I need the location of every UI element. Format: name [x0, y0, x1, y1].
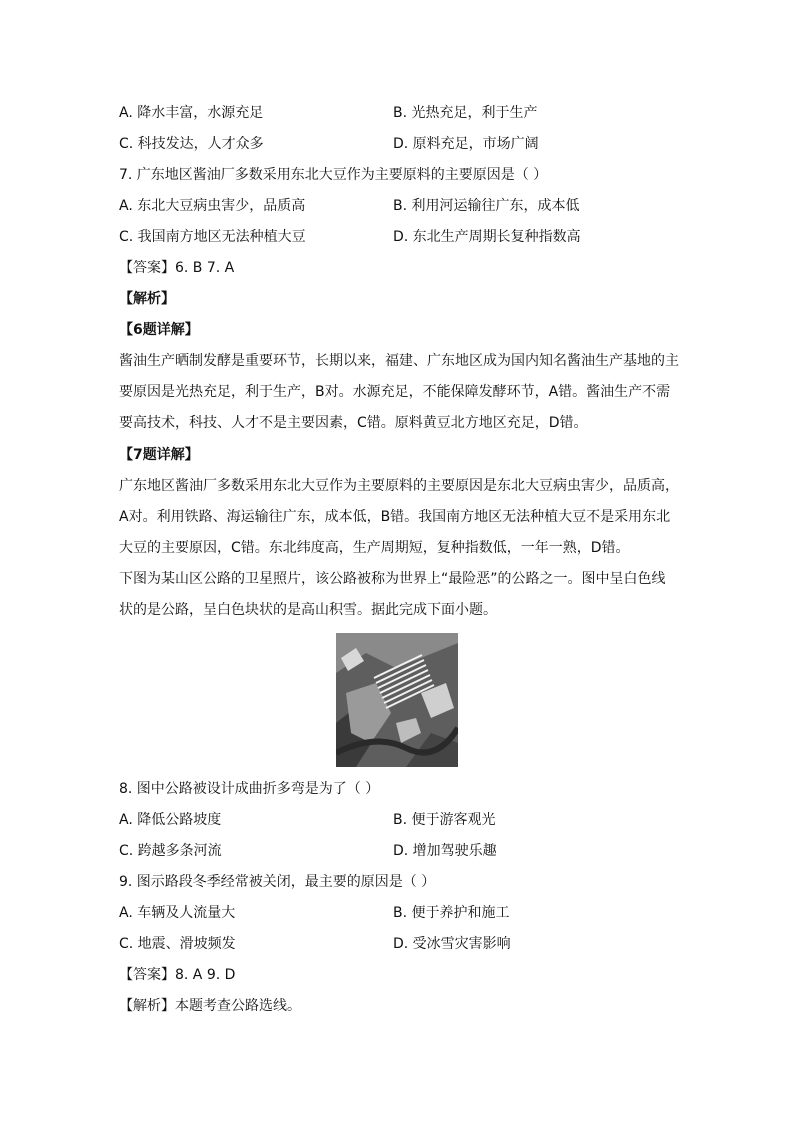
q8-option-d: D. 增加驾驶乐趣 — [393, 843, 497, 859]
q6-option-b: B. 光热充足，利于生产 — [393, 105, 538, 121]
q6-option-c: C. 科技发达，人才众多 — [119, 136, 264, 152]
q7-option-b: B. 利用河运输往广东，成本低 — [393, 198, 580, 214]
q9-stem: 9. 图示路段冬季经常被关闭，最主要的原因是（ ） — [119, 874, 436, 890]
q7-option-c: C. 我国南方地区无法种植大豆 — [119, 229, 306, 245]
q7-stem: 7. 广东地区酱油厂多数采用东北大豆作为主要原料的主要原因是（ ） — [119, 167, 548, 183]
q6-option-a: A. 降水丰富，水源充足 — [119, 105, 264, 121]
q8-option-a: A. 降低公路坡度 — [119, 812, 222, 828]
q9-option-a: A. 车辆及人流量大 — [119, 905, 236, 921]
detail-6-heading: 【6题详解】 — [119, 322, 199, 338]
q7-option-a: A. 东北大豆病虫害少，品质高 — [119, 198, 306, 214]
satellite-photo-mountain-road — [336, 633, 458, 767]
figure-intro-text: 下图为某山区公路的卫星照片，该公路被称为世界上“最险恶”的公路之一。图中呈白色线状的是公路，呈白色块状的是高山积雪。据此完成下面小题。 — [119, 571, 666, 618]
q8-option-c: C. 跨越多条河流 — [119, 843, 222, 859]
detail-6-text: 酱油生产晒制发酵是重要环节，长期以来，福建、广东地区成为国内知名酱油生产基地的主要原因是光热充足，利于生产，B对。水源充足，不能保障发酵环节，A错。酱油生产不需要高技术，科技、人才不是主要因素，C错。原料黄豆北方地区充足，D错。 — [119, 353, 679, 431]
answer-6-7: 【答案】6. B 7. A — [119, 260, 235, 276]
q8-option-b: B. 便于游客观光 — [393, 812, 496, 828]
detail-7-text: 广东地区酱油厂多数采用东北大豆作为主要原料的主要原因是东北大豆病虫害少，品质高，A对。利用铁路、海运输往广东，成本低，B错。我国南方地区无法种植大豆不是采用东北大豆的主要原因，C错。东北纬度高，生产周期短，复种指数低，一年一熟，D错。 — [119, 478, 679, 556]
answer-8-9: 【答案】8. A 9. D — [119, 967, 236, 983]
detail-7-heading: 【7题详解】 — [119, 447, 199, 463]
analysis-heading-1: 【解析】 — [119, 291, 175, 307]
q6-option-d: D. 原料充足，市场广阔 — [393, 136, 539, 152]
q9-option-b: B. 便于养护和施工 — [393, 905, 510, 921]
q9-option-c: C. 地震、滑坡频发 — [119, 936, 236, 952]
q7-option-d: D. 东北生产周期长复种指数高 — [393, 229, 581, 245]
q9-option-d: D. 受冰雪灾害影响 — [393, 936, 511, 952]
analysis-text-2: 【解析】本题考查公路选线。 — [119, 998, 301, 1014]
q8-stem: 8. 图中公路被设计成曲折多弯是为了（ ） — [119, 781, 380, 797]
